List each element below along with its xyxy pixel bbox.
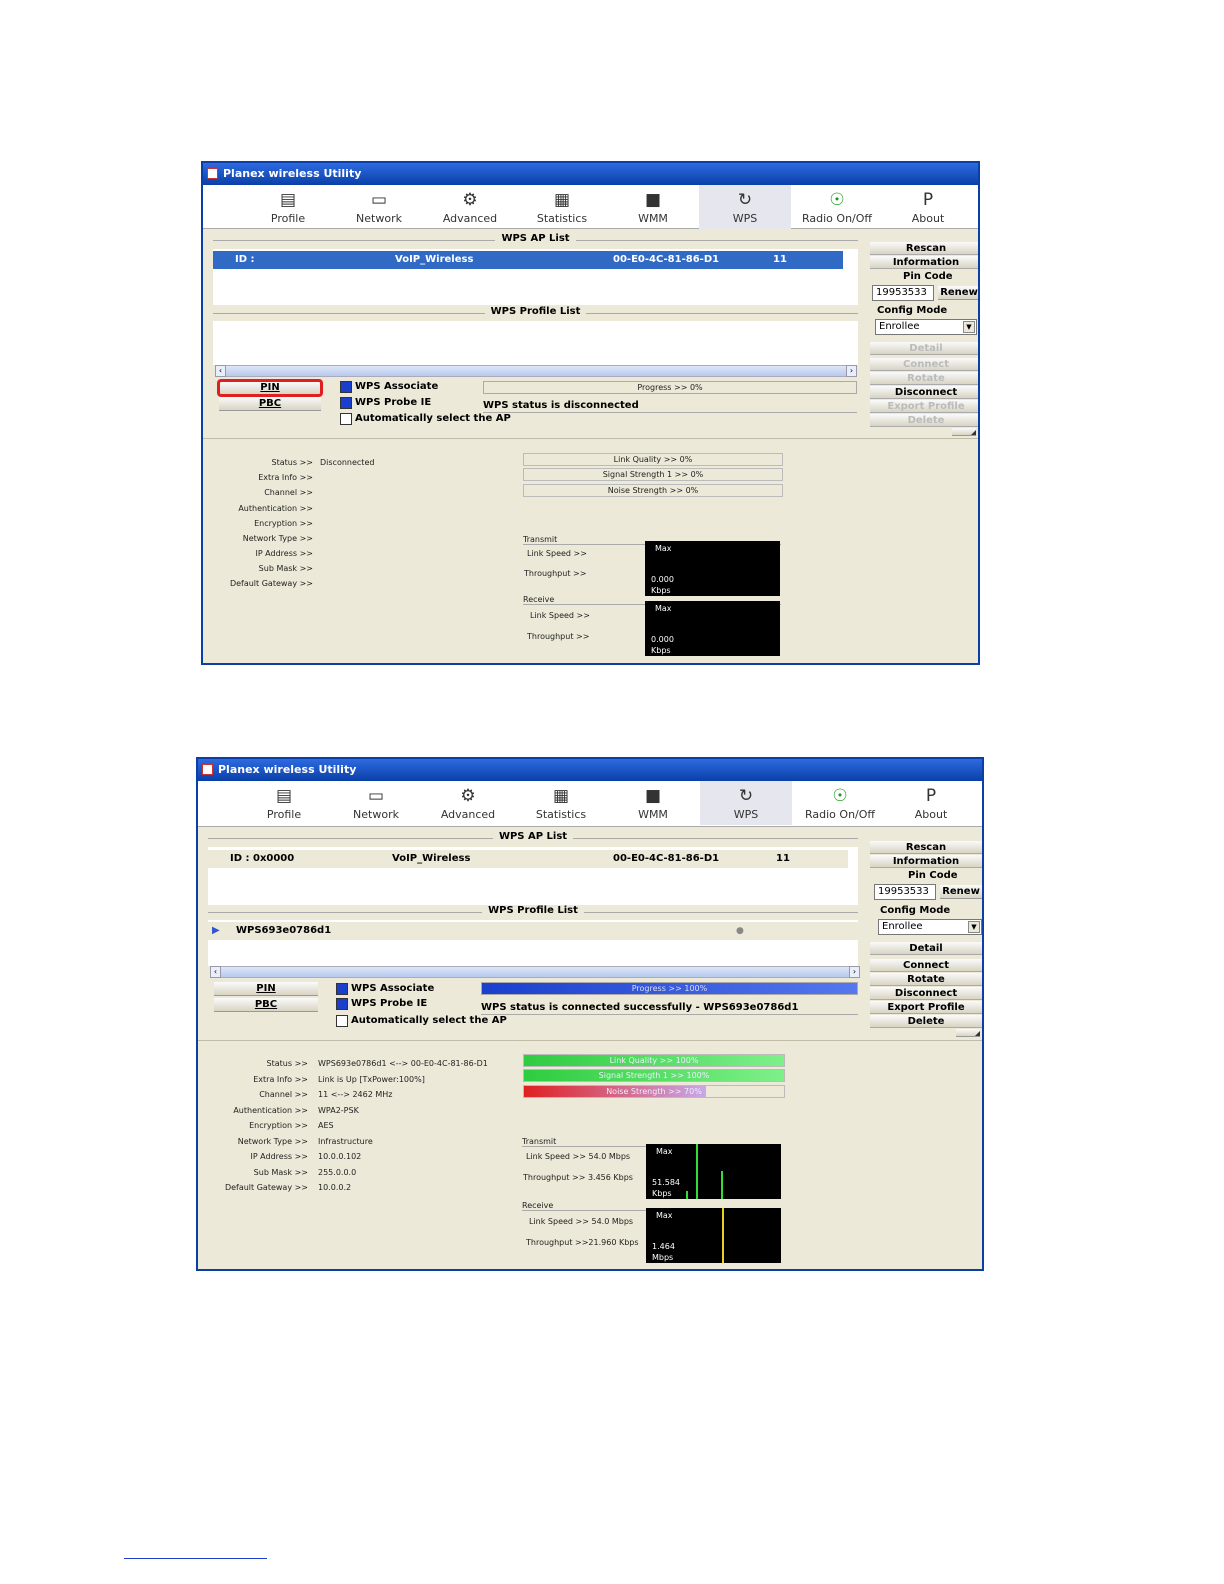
chevron-down-icon: ▼ [963, 321, 975, 333]
pin-code-label: Pin Code [908, 870, 958, 881]
sub-mask-label: Sub Mask >> [253, 1168, 308, 1177]
profile-icon: ▤ [275, 786, 293, 806]
toolbar-statistics[interactable]: ▦ Statistics [535, 786, 587, 821]
transmit-graph: Max 51.584 Kbps [646, 1144, 781, 1199]
tx-link-speed: Link Speed >> 54.0 Mbps [526, 1152, 631, 1161]
title-bar [198, 759, 982, 781]
profile-list-scrollbar[interactable] [210, 966, 860, 978]
information-button[interactable]: Information [870, 256, 980, 269]
toolbar-network[interactable]: ▭ Network [356, 190, 402, 225]
sub-mask-value: 255.0.0.0 [318, 1168, 357, 1177]
delete-button[interactable]: Delete [870, 1015, 982, 1028]
profile-list[interactable] [208, 920, 858, 966]
tx-graph-spike [696, 1144, 698, 1199]
toolbar-radio[interactable]: ☉ Radio On/Off [805, 786, 875, 821]
sub-mask-label: Sub Mask >> [258, 564, 313, 573]
extra-info-label: Extra Info >> [253, 1075, 308, 1084]
toolbar-profile[interactable]: ▤ Profile [270, 190, 306, 225]
profile-icon: ▤ [279, 190, 297, 210]
information-button[interactable]: Information [870, 855, 982, 868]
disconnect-button[interactable]: Disconnect [870, 386, 980, 399]
profile-list-row[interactable]: ▶ WPS693e0786d1 ● [208, 922, 858, 940]
statistics-icon: ▦ [552, 786, 570, 806]
toolbar-wps[interactable]: ↻ WPS [699, 185, 791, 229]
scroll-right-icon[interactable]: › [846, 365, 857, 377]
ip-address-label: IP Address >> [255, 549, 313, 558]
pbc-button[interactable]: PBC [219, 397, 321, 411]
signal-strength-bar: Signal Strength 1 >> 0% [523, 468, 783, 481]
toolbar-network[interactable]: ▭ Network [353, 786, 399, 821]
noise-strength-bar: Noise Strength >> 0% [523, 484, 783, 497]
ap-list-header: WPS AP List [213, 233, 858, 247]
authentication-label: Authentication >> [238, 504, 313, 513]
receive-header: Receive [523, 594, 781, 605]
tx-link-speed: Link Speed >> [527, 549, 587, 558]
receive-graph: Max 1.464 Mbps [646, 1208, 781, 1263]
transmit-graph: Max 0.000 Kbps [645, 541, 780, 596]
scroll-left-icon[interactable]: ‹ [215, 365, 226, 377]
ip-address-value: 10.0.0.102 [318, 1152, 362, 1161]
status-value: Disconnected [320, 458, 375, 467]
wmm-icon: ■ [644, 786, 662, 806]
receive-header: Receive [522, 1200, 768, 1211]
noise-strength-bar: Noise Strength >> 70% [523, 1085, 785, 1098]
statistics-icon: ▦ [553, 190, 571, 210]
scroll-left-icon[interactable]: ‹ [210, 966, 221, 978]
lock-icon: ● [736, 926, 744, 936]
rx-graph-spike [722, 1208, 724, 1263]
toolbar-about[interactable]: P About [911, 190, 945, 225]
wps-icon: ↻ [738, 786, 754, 806]
status-label: Status >> [266, 1059, 308, 1068]
pin-code-field[interactable]: 19953533 [874, 884, 936, 900]
export-profile-button[interactable]: Export Profile [870, 400, 980, 413]
disconnect-button[interactable]: Disconnect [870, 987, 982, 1000]
advanced-icon: ⚙ [462, 190, 478, 210]
default-gateway-label: Default Gateway >> [229, 579, 313, 588]
config-mode-select[interactable]: Enrollee ▼ [875, 319, 977, 335]
config-mode-select[interactable]: Enrollee ▼ [878, 919, 982, 935]
title-bar [203, 163, 978, 185]
rx-link-speed: Link Speed >> 54.0 Mbps [529, 1217, 634, 1226]
wps-status-text: WPS status is connected successfully - WPS693e0786d1 [481, 1001, 858, 1015]
toolbar-about[interactable]: P About [914, 786, 948, 821]
profile-list-scrollbar[interactable] [215, 365, 857, 377]
utility-window-connected [196, 757, 984, 1271]
config-mode-label: Config Mode [880, 905, 951, 916]
advanced-icon: ⚙ [460, 786, 476, 806]
network-type-label: Network Type >> [237, 1137, 308, 1146]
tx-throughput: Throughput >> 3.456 Kbps [523, 1173, 633, 1182]
toolbar-wmm[interactable]: ■ WMM [638, 786, 668, 821]
toolbar-wps[interactable]: ↻ WPS [700, 781, 792, 825]
connect-button[interactable]: Connect [870, 959, 982, 972]
wps-probe-ie-checkbox[interactable]: WPS Probe IE [336, 997, 427, 1010]
rescan-button[interactable]: Rescan [870, 841, 982, 854]
toolbar [203, 185, 978, 229]
app-icon [202, 764, 213, 775]
extra-info-value: Link is Up [TxPower:100%] [318, 1075, 425, 1084]
selected-arrow-icon: ▶ [212, 925, 220, 936]
scroll-right-icon[interactable]: › [849, 966, 860, 978]
window-title: Planex wireless Utility [223, 167, 362, 180]
radio-icon: ☉ [832, 786, 848, 806]
auto-select-ap-checkbox[interactable]: Automatically select the AP [336, 1014, 507, 1027]
wps-status-text: WPS status is disconnected [483, 399, 857, 413]
network-icon: ▭ [367, 786, 385, 806]
delete-button[interactable]: Delete [870, 414, 980, 427]
status-divider [203, 438, 978, 439]
wps-progress-bar: Progress >> 100% [481, 982, 858, 995]
resize-handle[interactable] [952, 428, 976, 436]
network-type-value: Infrastructure [318, 1137, 373, 1146]
network-icon: ▭ [370, 190, 388, 210]
toolbar-advanced[interactable]: ⚙ Advanced [442, 190, 498, 225]
pin-code-label: Pin Code [903, 271, 953, 282]
channel-label: Channel >> [264, 488, 313, 497]
wmm-icon: ■ [644, 190, 662, 210]
link-quality-bar: Link Quality >> 100% [523, 1054, 785, 1067]
wps-associate-checkbox[interactable]: WPS Associate [336, 982, 434, 995]
auto-select-ap-checkbox[interactable]: Automatically select the AP [340, 412, 511, 425]
pin-code-field[interactable]: 19953533 [872, 285, 934, 301]
radio-icon: ☉ [829, 190, 845, 210]
about-icon: P [922, 190, 934, 210]
detail-button[interactable]: Detail [870, 942, 982, 955]
window-title: Planex wireless Utility [218, 763, 357, 776]
profile-list-header: WPS Profile List [208, 905, 858, 919]
transmit-header: Transmit [522, 1136, 768, 1147]
toolbar-wmm[interactable]: ■ WMM [638, 190, 668, 225]
toolbar-radio[interactable]: ☉ Radio On/Off [802, 190, 872, 225]
ap-list[interactable] [213, 249, 858, 305]
extra-info-label: Extra Info >> [258, 473, 313, 482]
status-value: WPS693e0786d1 <--> 00-E0-4C-81-86-D1 [318, 1059, 488, 1068]
channel-label: Channel >> [259, 1090, 308, 1099]
encryption-label: Encryption >> [249, 1121, 308, 1130]
default-gateway-value: 10.0.0.2 [318, 1183, 352, 1192]
link-quality-bar: Link Quality >> 0% [523, 453, 783, 466]
toolbar-advanced[interactable]: ⚙ Advanced [440, 786, 496, 821]
channel-value: 11 <--> 2462 MHz [318, 1090, 393, 1099]
status-label: Status >> [271, 458, 313, 467]
wps-progress-bar: Progress >> 0% [483, 381, 857, 394]
pin-button[interactable]: PIN [217, 379, 323, 397]
encryption-label: Encryption >> [254, 519, 313, 528]
tx-graph-spike [686, 1191, 688, 1199]
ap-list-header: WPS AP List [208, 831, 858, 845]
pin-button[interactable]: PIN [214, 982, 318, 996]
connect-button[interactable]: Connect [870, 358, 980, 371]
ap-list[interactable] [208, 847, 858, 905]
export-profile-button[interactable]: Export Profile [870, 1001, 982, 1014]
ap-list-row[interactable]: ID : VoIP_Wireless 00-E0-4C-81-86-D1 11 [213, 251, 843, 269]
tx-graph-spike [721, 1171, 723, 1199]
toolbar [198, 781, 982, 827]
rotate-button[interactable]: Rotate [870, 973, 982, 986]
receive-graph: Max 0.000 Kbps [645, 601, 780, 656]
network-type-label: Network Type >> [242, 534, 313, 543]
signal-strength-bar: Signal Strength 1 >> 100% [523, 1069, 785, 1082]
authentication-label: Authentication >> [233, 1106, 308, 1115]
tx-throughput: Throughput >> [524, 569, 587, 578]
rotate-button[interactable]: Rotate [870, 372, 980, 385]
wps-icon: ↻ [737, 190, 753, 210]
profile-list-header: WPS Profile List [213, 306, 858, 320]
profile-list[interactable] [213, 321, 858, 365]
authentication-value: WPA2-PSK [318, 1106, 359, 1115]
transmit-header: Transmit [523, 534, 781, 545]
page-underline [124, 1558, 267, 1559]
toolbar-profile[interactable]: ▤ Profile [266, 786, 302, 821]
renew-button[interactable]: Renew [940, 885, 982, 899]
detail-button[interactable]: Detail [870, 342, 980, 355]
wps-probe-ie-checkbox[interactable]: WPS Probe IE [340, 396, 431, 409]
app-icon [207, 168, 218, 179]
about-icon: P [925, 786, 937, 806]
rx-throughput: Throughput >> [527, 632, 590, 641]
config-mode-label: Config Mode [877, 305, 948, 316]
ap-list-row[interactable]: ID : 0x0000 VoIP_Wireless 00-E0-4C-81-86-D1 11 [208, 850, 848, 868]
resize-handle[interactable] [956, 1029, 980, 1037]
rx-throughput: Throughput >>21.960 Kbps [526, 1238, 639, 1247]
encryption-value: AES [318, 1121, 334, 1130]
utility-window-disconnected [201, 161, 980, 665]
wps-associate-checkbox[interactable]: WPS Associate [340, 380, 438, 393]
ip-address-label: IP Address >> [250, 1152, 308, 1161]
renew-button[interactable]: Renew [938, 286, 980, 300]
rescan-button[interactable]: Rescan [870, 242, 980, 255]
status-divider [198, 1040, 982, 1041]
chevron-down-icon: ▼ [968, 921, 980, 933]
toolbar-statistics[interactable]: ▦ Statistics [536, 190, 588, 225]
pbc-button[interactable]: PBC [214, 998, 318, 1012]
default-gateway-label: Default Gateway >> [224, 1183, 308, 1192]
rx-link-speed: Link Speed >> [530, 611, 590, 620]
